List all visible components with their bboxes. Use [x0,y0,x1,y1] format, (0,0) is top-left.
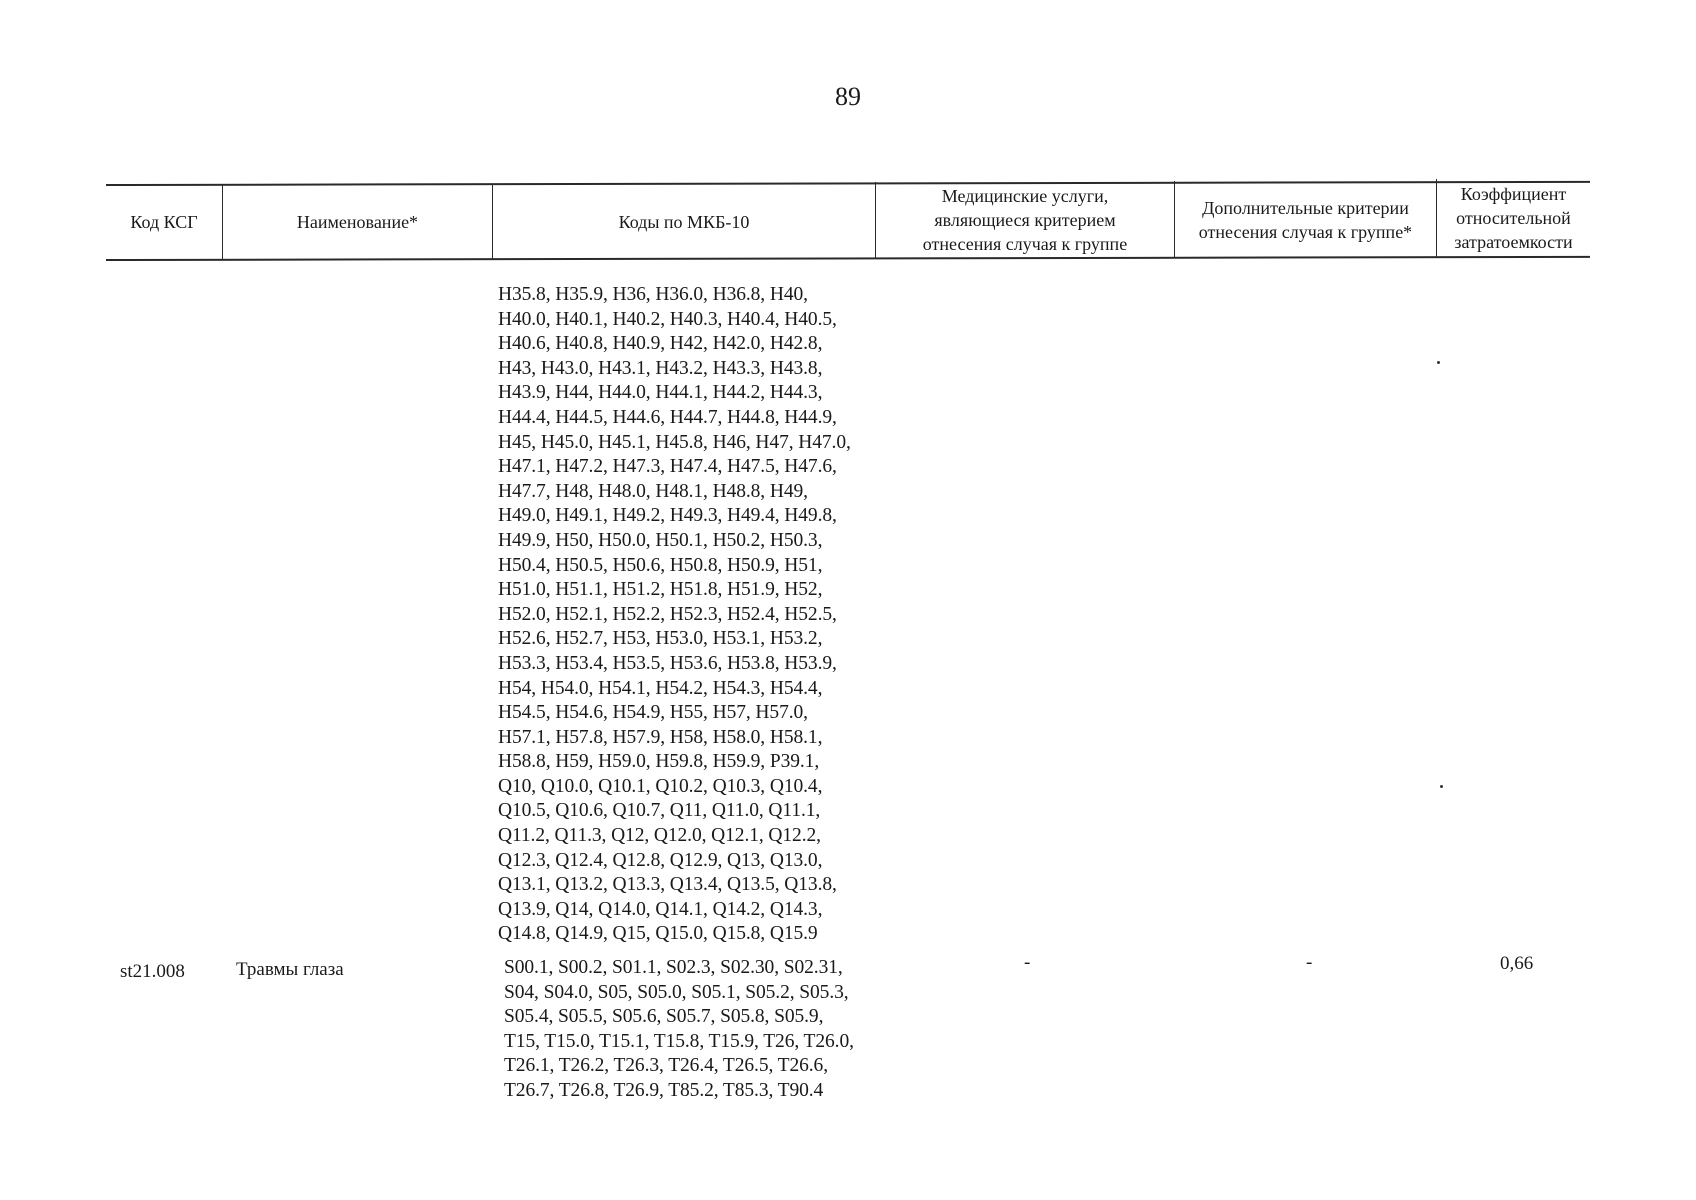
scan-speck [1440,785,1443,788]
row-icd-codes: S00.1, S00.2, S01.1, S02.3, S02.30, S02.31, S04, S04.0, S05, S05.0, S05.1, S05.2, S05.3, S05.4, S05.5, S05.6, S05.7, S05.8, S05.9, T15, T15.0, T15.1, T15.8, T15.9, T26, T26.0, T26.1, T26.2, T26.3, T26.4, T26.5, T26.6, T26.7, T26.8, T26.9, T85.2, T85.3, T90.4 [504,957,854,1101]
header-ksg-code: Код КСГ [130,212,198,232]
row-name: Травмы глаза [236,959,344,980]
header-name: Наименование* [296,212,419,232]
continuation-icd-codes: H35.8, H35.9, H36, H36.0, H36.8, H40, H40.0, H40.1, H40.2, H40.3, H40.4, H40.5, H40.6, H40.8, H40.9, H42, H42.0, H42.8, H43, H43.0, H43.1, H43.2, H43.3, H43.8, H43.9, H44, H44.0, H44.1, H44.2, H44.3, H44.4, H44.5, H44.6, H44.7, H44.8, H44.9, H45, H45.0, H45.1, H45.8, H46, H47, H47.0, H47.1, H47.2, H47.3, H47.4, H47.5, H47.6, H47.7, H48, H48.0, H48.1, H48.8, H49, H49.0, H49.1, H49.2, H49.3, H49.4, H49.8, H49.9, H50, H50.0, H50.1, H50.2, H50.3, H50.4, H50.5, H50.6, H50.8, H50.9, H51, H51.0, H51.1, H51.2, H51.8, H51.9, H52, H52.0, H52.1, H52.2, H52.3, H52.4, H52.5, H52.6, H52.7, H53, H53.0, H53.1, H53.2, H53.3, H53.4, H53.5, H53.6, H53.8, H53.9, H54, H54.0, H54.1, H54.2, H54.3, H54.4, H54.5, H54.6, H54.9, H55, H57, H57.0, H57.1, H57.8, H57.9, H58, H58.0, H58.1, H58.8, H59, H59.0, H59.8, H59.9, P39.1, Q10, Q10.0, Q10.1, Q10.2, Q10.3, Q10.4, Q10.5, Q10.6, Q10.7, Q11, Q11.0, Q11.1, Q11.2, Q11.3, Q12, Q12.0, Q12.1, Q12.2, Q12.3, Q12.4, Q12.8, Q12.9, Q13, Q13.0, Q13.1, Q13.2, Q13.3, Q13.4, Q13.5, Q13.8, Q13.9, Q14, Q14.0, Q14.1, Q14.2, Q14.3, Q14.8, Q14.9, Q15, Q15.0, Q15.8, Q15.9 [498,284,851,945]
page-number: 89 [835,82,861,111]
row-additional-criteria: - [1306,952,1313,973]
row-medical-services: - [1024,952,1031,973]
header-medical-services: Медицинские услуги, являющиеся критерием отнесения случая к группе [922,186,1128,254]
scan-speck [1437,361,1440,364]
row-ksg-code: st21.008 [120,961,185,982]
row-coefficient: 0,66 [1500,953,1534,974]
header-icd-codes: Коды по МКБ-10 [618,212,750,232]
header-coefficient: Коэффициент относительной затратоемкости [1454,184,1573,252]
header-additional-criteria: Дополнительные критерии отнесения случая к группе* [1198,197,1413,242]
